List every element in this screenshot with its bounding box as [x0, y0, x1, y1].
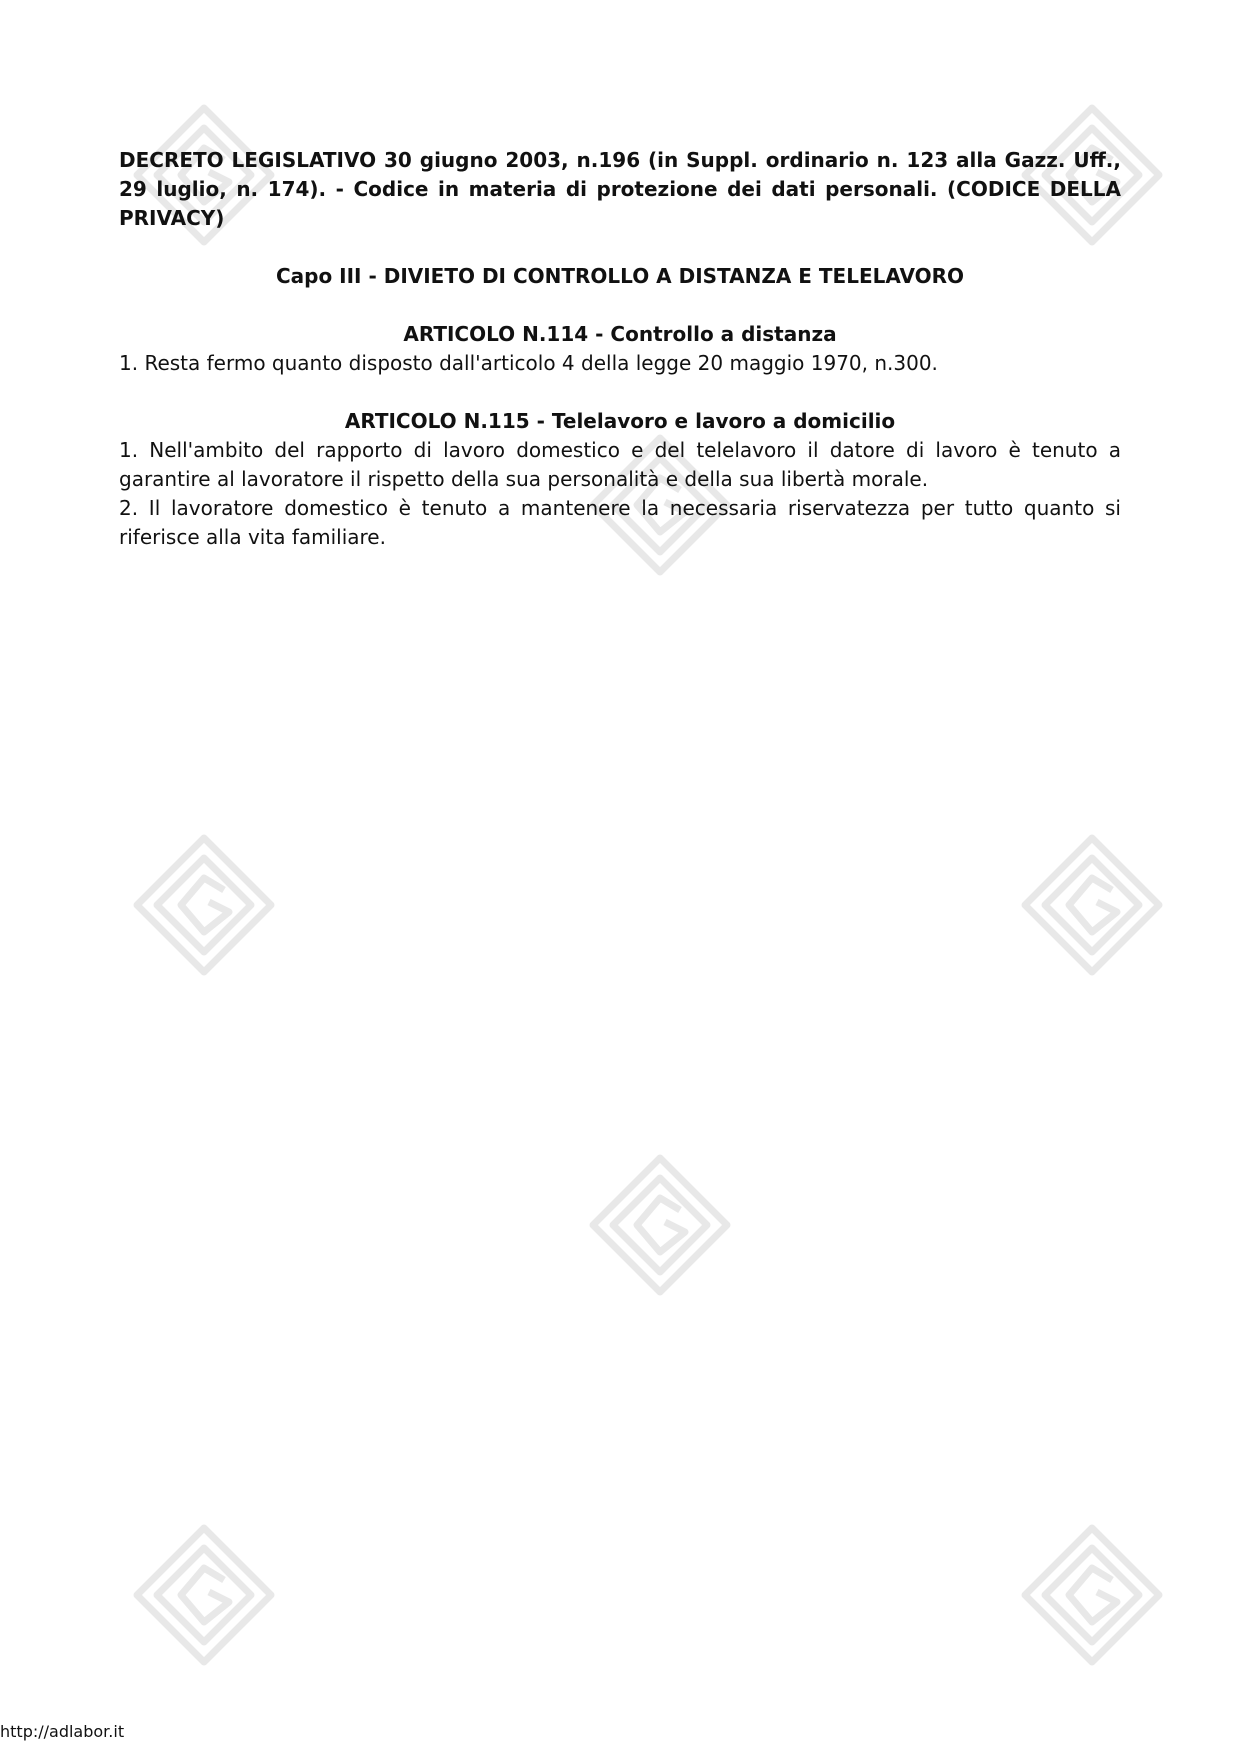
article-paragraph: 1. Resta fermo quanto disposto dall'articolo 4 della legge 20 maggio 1970, n.300. [119, 351, 938, 375]
article-paragraph: 2. Il lavoratore domestico è tenuto a mantenere la necessaria riservatezza per tutto quanto si riferisce alla vita familiare. [119, 496, 1121, 549]
watermark-logo-icon [1017, 1520, 1167, 1670]
watermark-logo-icon [1017, 830, 1167, 980]
watermark-logo-icon [129, 1520, 279, 1670]
watermark-logo-icon [585, 1150, 735, 1300]
chapter-heading: Capo III - DIVIETO DI CONTROLLO A DISTANZA E TELELAVORO [275, 264, 965, 288]
document-body [119, 146, 1121, 552]
document-title: DECRETO LEGISLATIVO 30 giugno 2003, n.196 (in Suppl. ordinario n. 123 alla Gazz. Uff., 29 luglio, n. 174). - Codice in materia di protezione dei dati personali. (CODICE DELLA PRIVACY) [119, 148, 1121, 230]
article-heading: ARTICOLO N.115 - Telelavoro e lavoro a domicilio [344, 409, 896, 433]
footer-url[interactable]: http://adlabor.it [0, 1722, 125, 1741]
article-paragraph: 1. Nell'ambito del rapporto di lavoro domestico e del telelavoro il datore di lavoro è tenuto a garantire al lavoratore il rispetto della sua personalità e della sua libertà morale. [119, 438, 1121, 491]
article-heading: ARTICOLO N.114 - Controllo a distanza [403, 322, 837, 346]
watermark-logo-icon [129, 830, 279, 980]
article-114 [119, 320, 1121, 378]
article-115 [119, 407, 1121, 552]
